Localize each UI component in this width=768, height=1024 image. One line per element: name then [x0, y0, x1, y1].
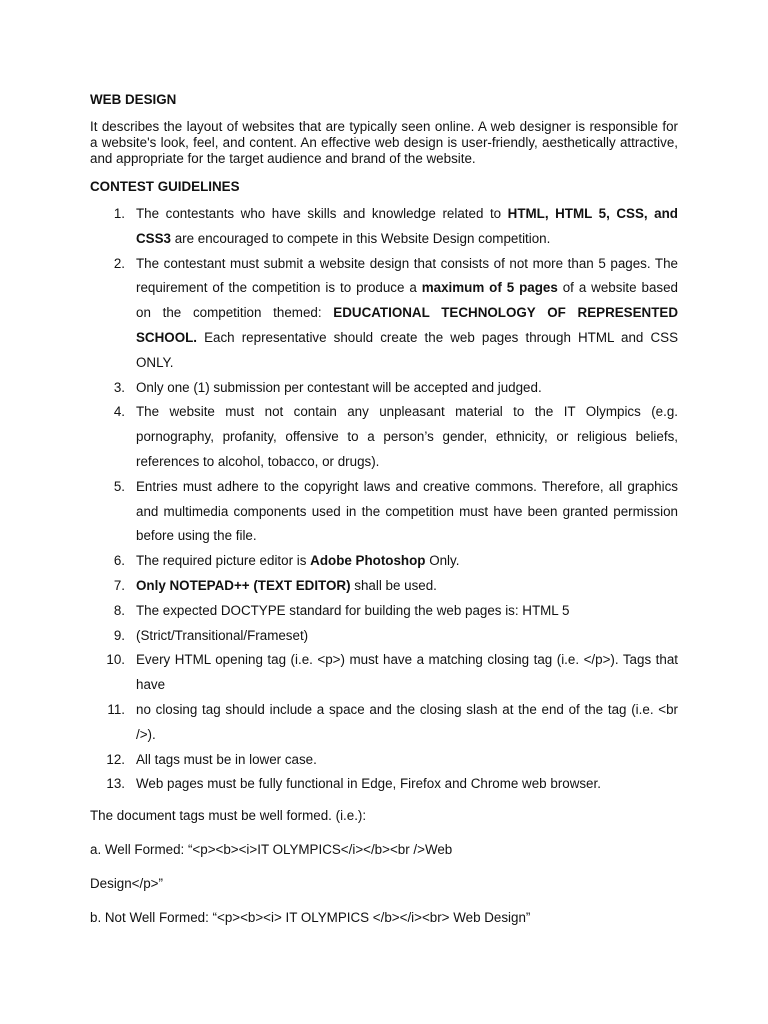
guideline-number: 4.	[113, 404, 125, 420]
example-a-line2: Design</p>”	[90, 876, 163, 892]
guideline-number: 2.	[113, 255, 125, 271]
guideline-number: 9.	[113, 627, 125, 643]
guideline-number: 11.	[107, 701, 125, 717]
guideline-text: Each representative should create the web pages through HTML and CSS ONLY.	[136, 329, 678, 370]
guideline-item	[90, 376, 678, 401]
guideline-text: All tags must be in lower case.	[136, 751, 317, 767]
guideline-item	[90, 648, 678, 698]
guideline-number: 10.	[106, 652, 125, 668]
intro-paragraph: It describes the layout of websites that are typically seen online. A web designer is responsible for a website's look, feel, and content. An effective web design is user-friendly, aesthetically attractive, and appropriate for the target audience and brand of the website.	[90, 119, 678, 166]
guideline-text: are encouraged to compete in this Website Design competition.	[170, 230, 551, 246]
guideline-item	[90, 252, 678, 376]
guideline-text: The website must not contain any unpleasant material to the IT Olympics (e.g. pornography, profanity, offensive to a person’s gender, ethnicity, or religious beliefs, references to alcohol, tobacco, or drugs).	[136, 404, 678, 469]
guideline-number: 7.	[113, 577, 125, 593]
well-formed-intro: The document tags must be well formed. (i.e.):	[90, 808, 367, 824]
guideline-text: Web pages must be fully functional in Edge, Firefox and Chrome web browser.	[136, 776, 601, 792]
guidelines-list	[90, 202, 678, 797]
section-title: WEB DESIGN	[90, 92, 177, 107]
guideline-text: shall be used.	[350, 577, 437, 593]
example-a-line1: a. Well Formed: “<p><b><i>IT OLYMPICS</i></b><br />Web	[90, 842, 453, 858]
guideline-text: The required picture editor is	[136, 553, 311, 569]
document-content	[90, 91, 678, 927]
guideline-item	[90, 624, 678, 649]
guideline-text: no closing tag should include a space and the closing slash at the end of the tag (i.e. <br />).	[136, 701, 678, 742]
guideline-item	[90, 599, 678, 624]
guideline-item	[90, 698, 678, 748]
guideline-text: The contestants who have skills and knowledge related to	[136, 206, 508, 221]
guideline-number: 3.	[113, 379, 125, 395]
guideline-bold-text: maximum of 5 pages	[421, 280, 558, 296]
guideline-item	[90, 202, 678, 252]
guideline-item	[90, 574, 678, 599]
guideline-text: of a website based on the competition themed:	[136, 280, 678, 321]
guideline-bold-text: EDUCATIONAL TECHNOLOGY OF REPRESENTED SCHOOL.	[136, 305, 678, 345]
guideline-bold-text: Adobe Photoshop	[310, 553, 426, 569]
guideline-text: Only one (1) submission per contestant will be accepted and judged.	[136, 379, 542, 395]
guideline-bold-text: Only NOTEPAD++ (TEXT EDITOR)	[136, 577, 351, 593]
guideline-number: 1.	[113, 206, 125, 221]
guideline-item	[90, 748, 678, 773]
guideline-item	[90, 772, 678, 797]
guideline-item	[90, 400, 678, 474]
guideline-item	[90, 549, 678, 574]
guideline-text: Every HTML opening tag (i.e. <p>) must have a matching closing tag (i.e. </p>). Tags that have	[136, 652, 678, 693]
guideline-text: Entries must adhere to the copyright laws and creative commons. Therefore, all graphics and multimedia components used in the competition must have been granted permission before using the file.	[136, 478, 678, 544]
guideline-number: 5.	[113, 478, 125, 494]
guideline-text: The contestant must submit a website design that consists of not more than 5 pages. The requirement of the competition is to produce a	[136, 255, 678, 296]
example-b: b. Not Well Formed: “<p><b><i> IT OLYMPICS </b></i><br> Web Design”	[90, 910, 531, 926]
guideline-item	[90, 475, 678, 549]
guideline-text: (Strict/Transitional/Frameset)	[136, 627, 309, 643]
guideline-bold-text: HTML, HTML 5, CSS, and CSS3	[136, 206, 678, 246]
guideline-number: 12.	[106, 751, 125, 767]
guideline-number: 6.	[113, 553, 125, 569]
guidelines-heading: CONTEST GUIDELINES	[90, 179, 240, 194]
guideline-text: The expected DOCTYPE standard for building the web pages is: HTML 5	[136, 602, 570, 618]
guideline-number: 13.	[106, 776, 125, 792]
guideline-text: Only.	[425, 553, 460, 569]
guideline-number: 8.	[113, 602, 125, 618]
